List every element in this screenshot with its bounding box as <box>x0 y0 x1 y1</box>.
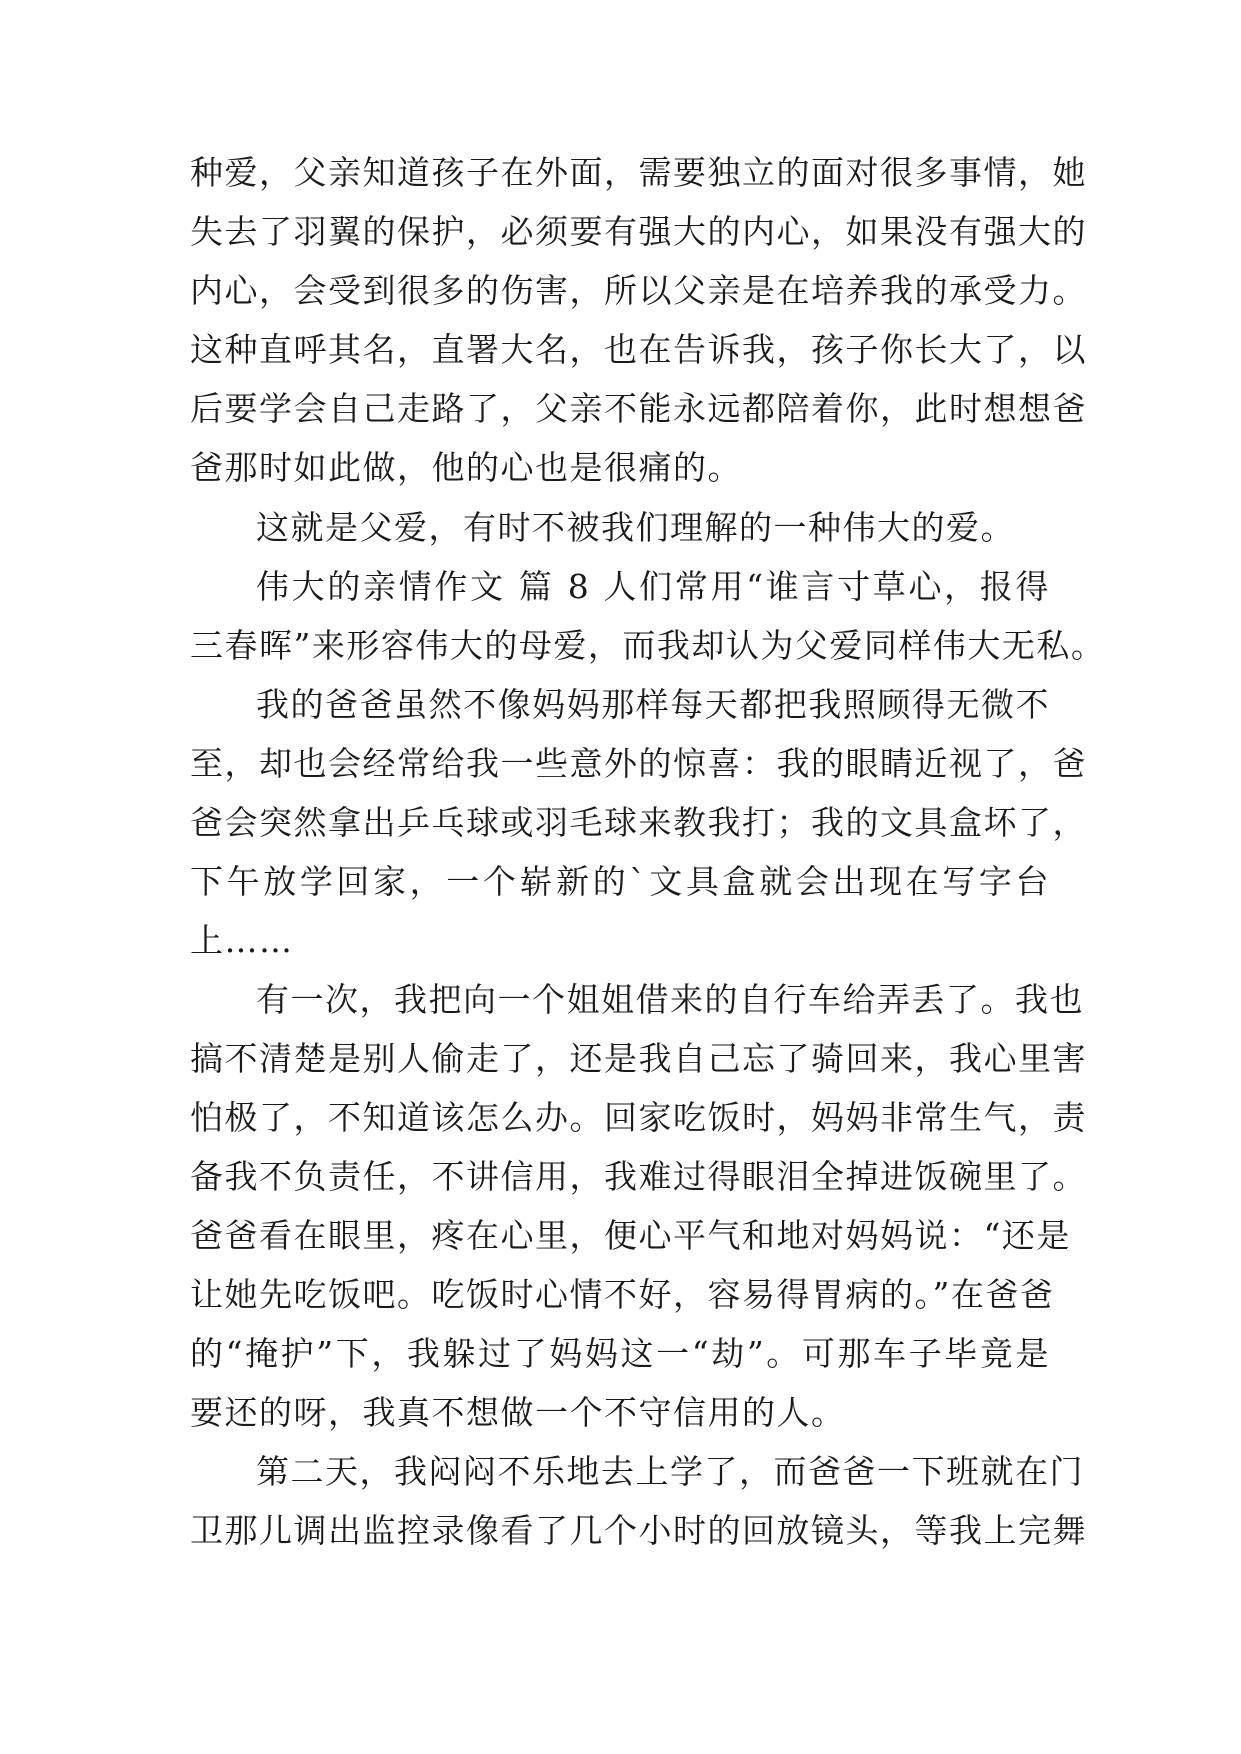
text-line: 要还的呀，我真不想做一个不守信用的人。 <box>190 1393 846 1432</box>
text-line: 爸那时如此做，他的心也是很痛的。 <box>190 448 742 487</box>
text-line: 下午放学回家，一个崭新的`文具盒就会出现在写字台 <box>190 862 1050 901</box>
text-line: 这就是父爱，有时不被我们理解的一种伟大的爱。 <box>256 508 1015 547</box>
text-line: 种爱，父亲知道孩子在外面，需要独立的面对很多事情，她 <box>190 153 1087 192</box>
text-line: 内心，会受到很多的伤害，所以父亲是在培养我的承受力。 <box>190 271 1087 310</box>
text-line: 至，却也会经常给我一些意外的惊喜：我的眼睛近视了，爸 <box>190 744 1087 783</box>
text-line: 第二天，我闷闷不乐地去上学了，而爸爸一下班就在门 <box>256 1452 1084 1491</box>
text-line: 爸爸看在眼里，疼在心里，便心平气和地对妈妈说：“还是 <box>190 1216 1071 1255</box>
text-line: 三春晖”来形容伟大的母爱，而我却认为父爱同样伟大无私。 <box>190 626 1106 665</box>
text-line: 这种直呼其名，直署大名，也在告诉我，孩子你长大了，以 <box>190 330 1087 369</box>
text-line: 失去了羽翼的保护，必须要有强大的内心，如果没有强大的 <box>190 212 1087 251</box>
text-line: 的“掩护”下，我躲过了妈妈这一“劫”。可那车子毕竟是 <box>190 1334 1050 1373</box>
text-line: 搞不清楚是别人偷走了，还是我自己忘了骑回来，我心里害 <box>190 1039 1087 1078</box>
text-line: 卫那儿调出监控录像看了几个小时的回放镜头，等我上完舞 <box>190 1511 1087 1550</box>
text-line: 后要学会自己走路了，父亲不能永远都陪着你，此时想想爸 <box>190 389 1087 428</box>
text-line: 我的爸爸虽然不像妈妈那样每天都把我照顾得无微不 <box>256 685 1050 724</box>
text-line: 上…… <box>190 921 294 960</box>
text-line: 怕极了，不知道该怎么办。回家吃饭时，妈妈非常生气，责 <box>190 1098 1087 1137</box>
text-line: 备我不负责任，不讲信用，我难过得眼泪全掉进饭碗里了。 <box>190 1157 1087 1196</box>
text-line: 有一次，我把向一个姐姐借来的自行车给弄丢了。我也 <box>256 980 1084 1019</box>
text-line: 爸会突然拿出乒乓球或羽毛球来教我打；我的文具盒坏了， <box>190 803 1087 842</box>
text-line: 让她先吃饭吧。吃饭时心情不好，容易得胃病的。”在爸爸 <box>190 1275 1055 1314</box>
section-heading-line: 伟大的亲情作文 篇 8 人们常用“谁言寸草心，报得 <box>256 567 1050 606</box>
